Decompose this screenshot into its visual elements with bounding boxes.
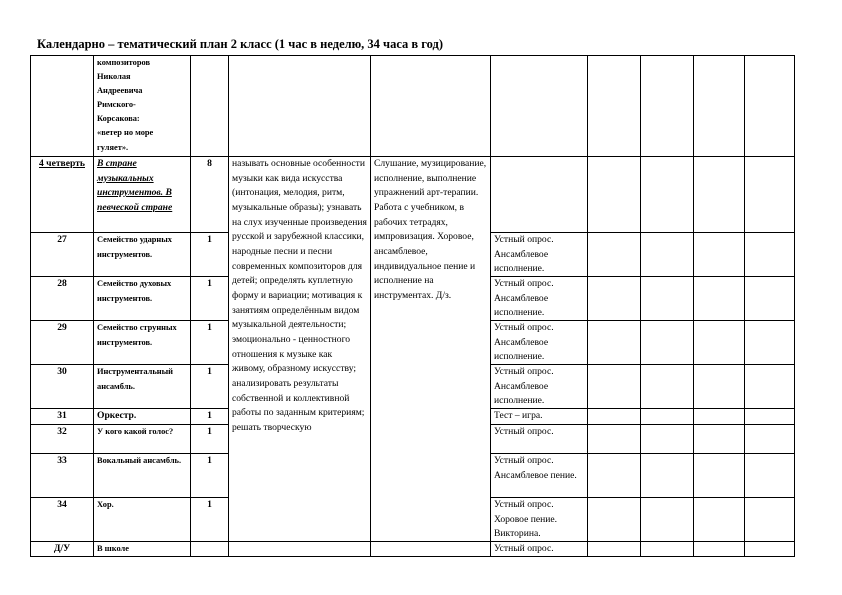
lesson-topic: Оркестр. [97, 410, 137, 421]
topic-line: «ветер но море [97, 128, 154, 138]
lesson-hours: 1 [207, 455, 212, 466]
lesson-control: Устный опрос. Ансамблевое исполнение. [494, 278, 554, 319]
lesson-topic: Семейство духовых инструментов. [97, 279, 172, 303]
section-hours: 8 [207, 158, 212, 169]
lesson-control: Устный опрос. [494, 426, 554, 437]
activity-types: Слушание, музицирование, исполнение, выполнение упражнений арт-терапии. Работа с учебником, в рабочих тетрадях, импровизация. Хоровое, ансамблевое, индивидуальное пение и исполнение на инструментах. Д/з. [374, 158, 487, 301]
topic-line: гуляет». [97, 142, 129, 152]
lesson-number: 34 [57, 499, 67, 510]
lesson-topic: Инструментальный ансамбль. [97, 367, 173, 391]
lesson-topic: Вокальный ансамбль. [97, 456, 182, 465]
lesson-hours: 1 [207, 322, 212, 333]
topic-line: Николая [97, 72, 131, 82]
lesson-number: Д/У [53, 543, 71, 554]
lesson-hours: 1 [207, 366, 212, 377]
lesson-number: 32 [57, 426, 67, 437]
lesson-number: 33 [57, 455, 67, 466]
lesson-number: 29 [57, 322, 67, 333]
lesson-topic: Семейство струнных инструментов. [97, 323, 177, 347]
lesson-hours: 1 [207, 426, 212, 437]
topic-line: Корсакова: [97, 114, 140, 124]
topic-line: Римского- [97, 100, 136, 110]
lesson-hours: 1 [207, 278, 212, 289]
lesson-control: Устный опрос. Ансамблевое пение. [494, 455, 577, 481]
section-topic: В стране музыкальных инструментов. В певческой стране [97, 158, 173, 213]
lesson-control: Устный опрос. Ансамблевое исполнение. [494, 322, 554, 363]
lesson-topic: Хор. [97, 500, 114, 509]
lesson-number: 30 [57, 366, 67, 377]
lesson-number: 27 [57, 234, 67, 245]
lesson-hours: 1 [207, 234, 212, 245]
learning-results: называть основные особенности музыки как вида искусства (интонация, мелодия, ритм, музыкальные образы); узнавать на слух изученные произведения русской и зарубежной классики, народные песни и песни современных композиторов для детей; определять куплетную форму и вариации; мотивация к занятиям определённым видом музыкальной деятельности; эмоционально - ценностного отношения к музыке как живому, образному искусству; анализировать результаты собственной и коллективной работы по заданным критериям; решать творческую [232, 158, 367, 433]
lesson-hours: 1 [207, 410, 212, 421]
continued-topic [97, 56, 189, 155]
lesson-topic: Семейство ударных инструментов. [97, 235, 172, 259]
quarter-label: 4 четверть [38, 158, 85, 169]
lesson-topic: В школе [97, 544, 129, 553]
topic-line: Андреевича [97, 86, 143, 96]
lesson-number: 28 [57, 278, 67, 289]
lesson-hours: 1 [207, 499, 212, 510]
topic-line: композиторов [97, 58, 151, 67]
lesson-topic: У кого какой голос? [97, 427, 174, 436]
lesson-control: Устный опрос. [494, 543, 554, 554]
lesson-control: Тест – игра. [494, 410, 543, 421]
lesson-control: Устный опрос. Ансамблевое исполнение. [494, 366, 554, 407]
lesson-control: Устный опрос. Ансамблевое исполнение. [494, 234, 554, 275]
page-title: Календарно – тематический план 2 класс (1 час в неделю, 34 часа в год) [37, 37, 444, 51]
lesson-control: Устный опрос. Хоровое пение. Викторина. [494, 499, 558, 540]
lesson-number: 31 [57, 410, 67, 421]
